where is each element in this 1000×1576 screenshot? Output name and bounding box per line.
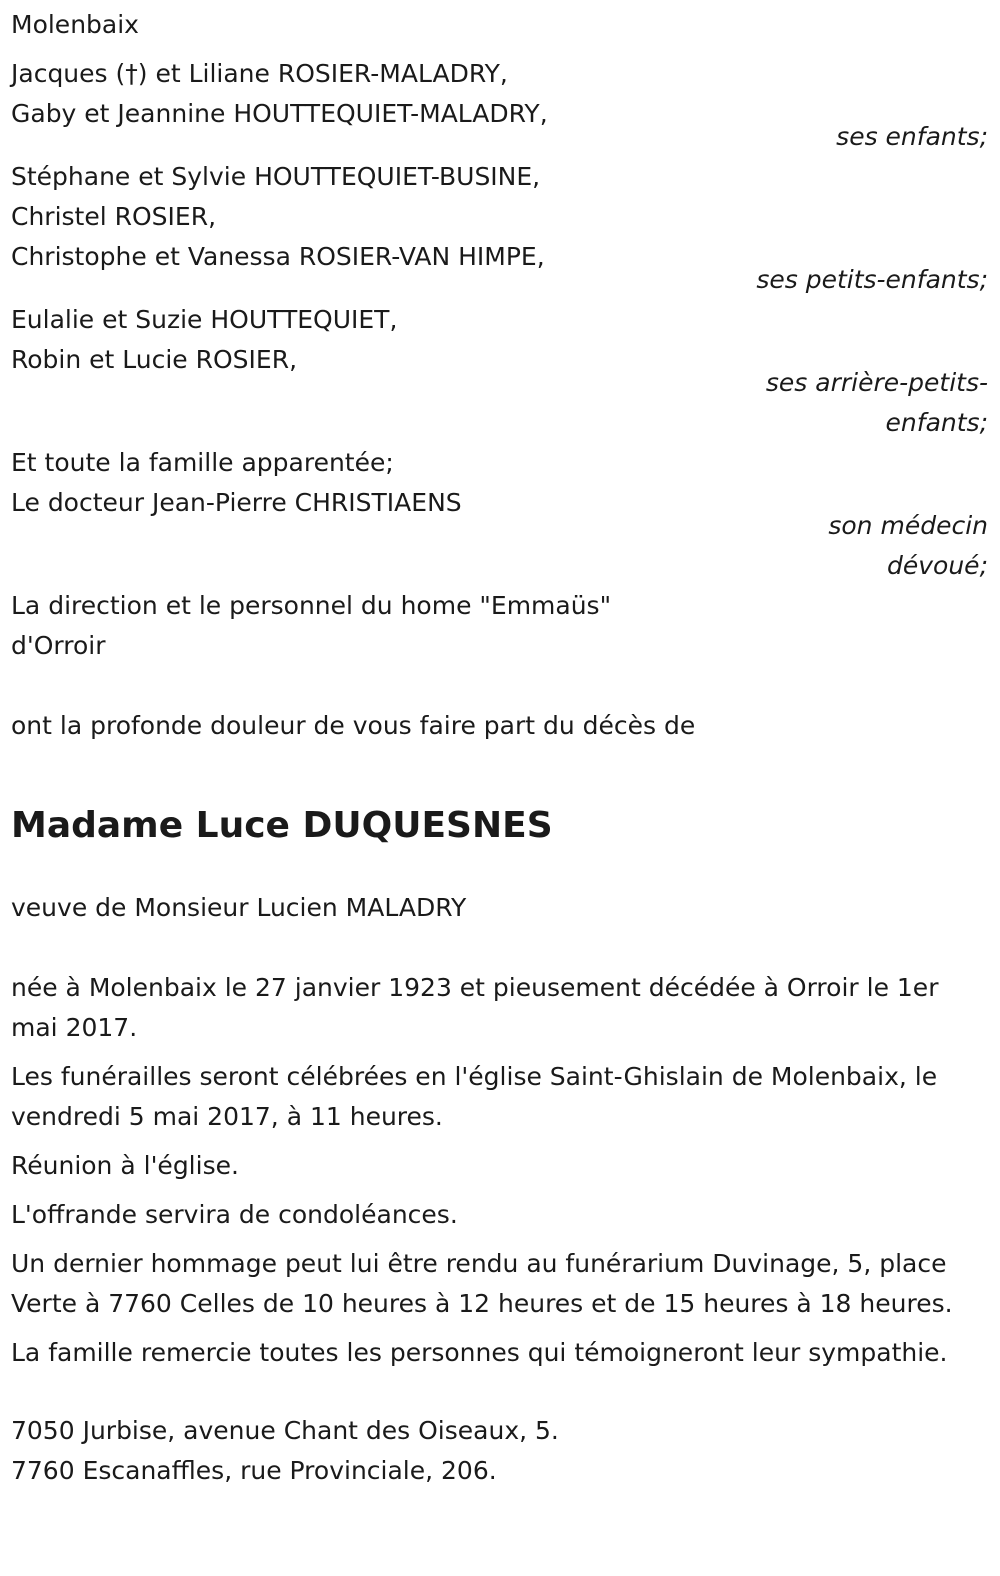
announcement: ont la profonde douleur de vous faire part du décès de xyxy=(11,711,696,740)
address-line: 7050 Jurbise, avenue Chant des Oiseaux, 5. xyxy=(11,1416,559,1445)
great-grandchild-line: Robin et Lucie ROSIER, xyxy=(11,345,298,374)
family-doctor-group xyxy=(11,443,988,586)
funeral-info: Les funérailles seront célébrées en l'église Saint-Ghislain de Molenbaix, le vendredi 5 mai 2017, à 11 heures. xyxy=(11,1062,938,1131)
meeting-info: Réunion à l'église. xyxy=(11,1151,239,1180)
thanks-info: La famille remercie toutes les personnes qui témoigneront leur sympathie. xyxy=(11,1338,948,1367)
grandchild-line: Christel ROSIER, xyxy=(11,202,217,231)
grandchild-line: Stéphane et Sylvie HOUTTEQUIET-BUSINE, xyxy=(11,162,541,191)
doctor-role: dévoué; xyxy=(887,551,988,580)
children-role: ses enfants; xyxy=(836,122,988,151)
birth-death: née à Molenbaix le 27 janvier 1923 et pieusement décédée à Orroir le 1er mai 2017. xyxy=(11,973,939,1042)
widow-of: veuve de Monsieur Lucien MALADRY xyxy=(11,893,467,922)
great-grandchildren-group xyxy=(11,300,988,443)
deceased-name: Madame Luce DUQUESNES xyxy=(11,805,553,846)
family-line: Et toute la famille apparentée; xyxy=(11,448,394,477)
doctor-role: son médecin xyxy=(828,511,988,540)
great-grandchildren-role: enfants; xyxy=(885,408,988,437)
doctor-line: Le docteur Jean-Pierre CHRISTIAENS xyxy=(11,488,462,517)
grandchild-line: Christophe et Vanessa ROSIER-VAN HIMPE, xyxy=(11,242,545,271)
child-line: Gaby et Jeannine HOUTTEQUIET-MALADRY, xyxy=(11,99,548,128)
home-group xyxy=(11,586,988,666)
offering-info: L'offrande servira de condoléances. xyxy=(11,1200,458,1229)
addresses xyxy=(11,1411,988,1491)
tribute-info: Un dernier hommage peut lui être rendu au funérarium Duvinage, 5, place Verte à 7760 Celles de 10 heures à 12 heures et de 15 heures à 18 heures. xyxy=(11,1249,953,1318)
grandchildren-group xyxy=(11,157,988,300)
obituary-notice xyxy=(11,5,988,1491)
home-line: d'Orroir xyxy=(11,631,106,660)
great-grandchildren-role: ses arrière-petits- xyxy=(765,368,988,397)
child-line: Jacques (†) et Liliane ROSIER-MALADRY, xyxy=(11,59,508,88)
grandchildren-role: ses petits-enfants; xyxy=(756,265,988,294)
locality: Molenbaix xyxy=(11,10,139,39)
children-group xyxy=(11,54,988,157)
address-line: 7760 Escanaffles, rue Provinciale, 206. xyxy=(11,1456,497,1485)
great-grandchild-line: Eulalie et Suzie HOUTTEQUIET, xyxy=(11,305,398,334)
home-line: La direction et le personnel du home "Emmaüs" xyxy=(11,591,612,620)
